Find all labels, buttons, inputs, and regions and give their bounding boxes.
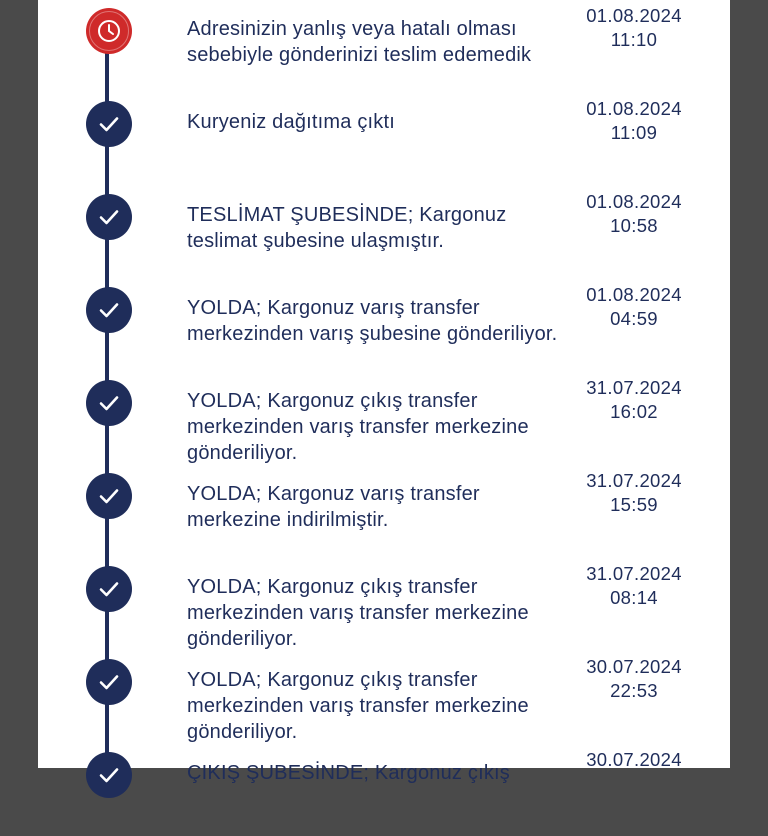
event-time: 10:58 — [610, 215, 658, 236]
check-icon — [86, 380, 132, 426]
event-description: YOLDA; Kargonuz çıkış transfer merkezinden varış transfer merkezine gönderiliyor. — [187, 576, 529, 650]
event-date: 30.07.2024 — [586, 656, 682, 677]
timeline-event — [38, 278, 730, 371]
event-timestamp — [568, 283, 700, 331]
event-timestamp — [568, 748, 700, 772]
check-icon — [86, 752, 132, 798]
event-timestamp — [568, 376, 700, 424]
event-date: 31.07.2024 — [586, 470, 682, 491]
timeline-event — [38, 464, 730, 557]
event-date: 01.08.2024 — [586, 191, 682, 212]
check-icon — [86, 101, 132, 147]
check-icon — [86, 287, 132, 333]
event-description: ÇIKIŞ ŞUBESİNDE; Kargonuz çıkış — [187, 762, 510, 784]
event-description: YOLDA; Kargonuz varış transfer merkezine indirilmiştir. — [187, 483, 480, 531]
timeline-event — [38, 557, 730, 650]
event-time: 16:02 — [610, 401, 658, 422]
event-description: TESLİMAT ŞUBESİNDE; Kargonuz teslimat şubesine ulaşmıştır. — [187, 204, 507, 252]
event-date: 30.07.2024 — [586, 749, 682, 770]
timeline-event — [38, 92, 730, 185]
event-date: 01.08.2024 — [586, 5, 682, 26]
event-timestamp — [568, 190, 700, 238]
event-timestamp — [568, 562, 700, 610]
clock-icon — [86, 8, 132, 54]
event-time: 11:09 — [610, 122, 658, 143]
event-date: 31.07.2024 — [586, 377, 682, 398]
event-date: 01.08.2024 — [586, 98, 682, 119]
timeline-event — [38, 650, 730, 743]
event-timestamp — [568, 4, 700, 52]
check-icon — [86, 659, 132, 705]
event-description: Adresinizin yanlış veya hatalı olması sebebiyle gönderinizi teslim edemedik — [187, 18, 532, 66]
timeline-event — [38, 743, 730, 836]
event-timestamp — [568, 655, 700, 703]
tracking-timeline-panel — [38, 0, 730, 784]
check-icon — [86, 566, 132, 612]
event-description: YOLDA; Kargonuz çıkış transfer merkezinden varış transfer merkezine gönderiliyor. — [187, 390, 529, 464]
event-timestamp — [568, 469, 700, 517]
event-time: 11:10 — [610, 29, 658, 50]
event-description: YOLDA; Kargonuz çıkış transfer merkezinden varış transfer merkezine gönderiliyor. — [187, 669, 529, 743]
event-time: 22:53 — [610, 680, 658, 701]
timeline-event — [38, 371, 730, 464]
event-description: YOLDA; Kargonuz varış transfer merkezinden varış şubesine gönderiliyor. — [187, 297, 558, 345]
event-date: 31.07.2024 — [586, 563, 682, 584]
event-time: 15:59 — [610, 494, 658, 515]
timeline-event — [38, 185, 730, 278]
event-description: Kuryeniz dağıtıma çıktı — [187, 111, 396, 133]
event-date: 01.08.2024 — [586, 284, 682, 305]
event-timestamp — [568, 97, 700, 145]
event-time: 04:59 — [610, 308, 658, 329]
timeline-event — [38, 0, 730, 92]
check-icon — [86, 194, 132, 240]
check-icon — [86, 473, 132, 519]
event-time: 08:14 — [610, 587, 658, 608]
